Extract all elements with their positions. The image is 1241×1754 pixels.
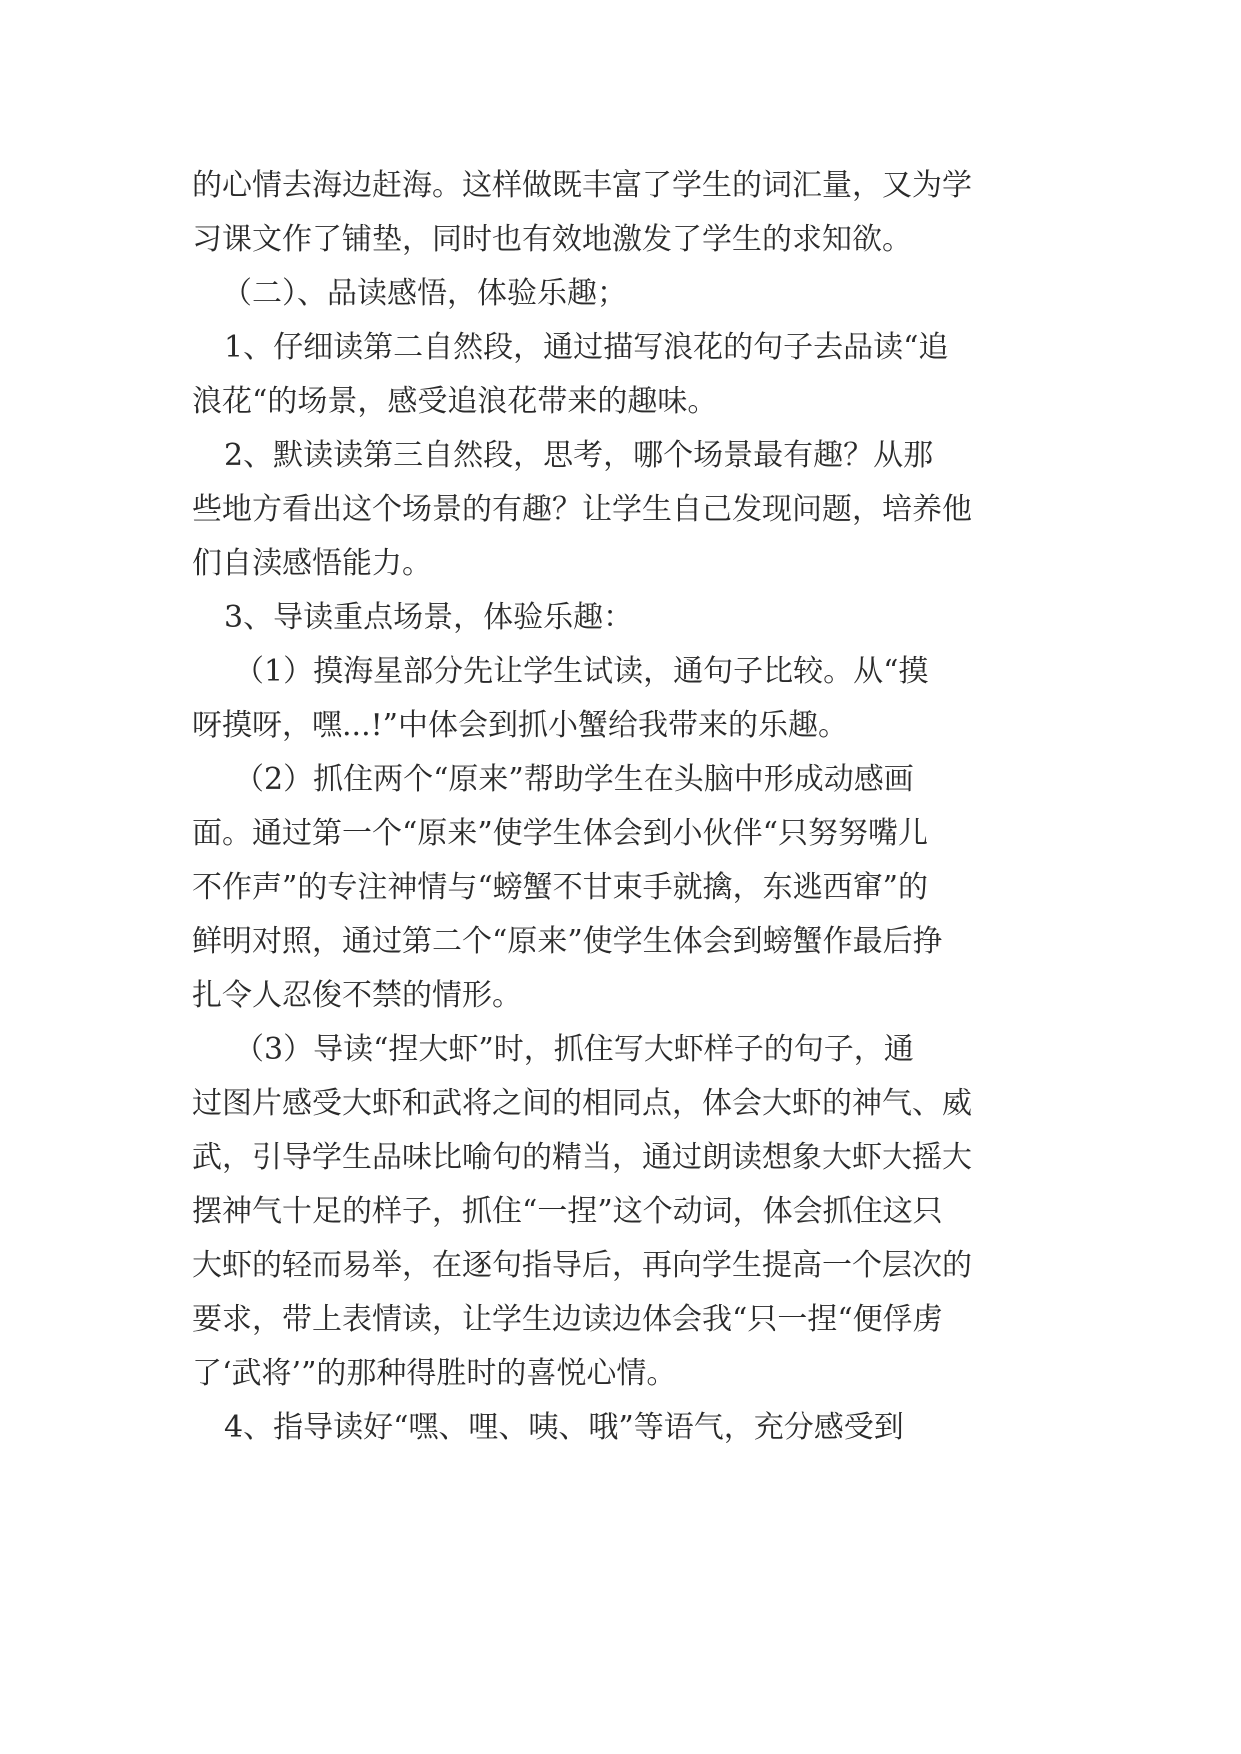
text-line-23: 了‘武将’”的那种得胜时的喜悦心情。: [192, 1356, 677, 1391]
text-line-13: 面。通过第一个“原来”使学生体会到小伙伴“只努努嘴儿: [192, 816, 929, 851]
section-heading-2: （二）、品读感悟，体验乐趣；: [222, 276, 627, 311]
text-line-9: 3、导读重点场景，体验乐趣：: [224, 600, 634, 635]
text-line-17: （3）导读“捏大虾”时，抓住写大虾样子的句子，通: [234, 1032, 914, 1067]
text-line-2: 习课文作了铺垫，同时也有效地激发了学生的求知欲。: [192, 222, 912, 257]
text-line-6: 2、默读读第三自然段，思考，哪个场景最有趣？从那: [224, 438, 934, 473]
text-line-1: 的心情去海边赶海。这样做既丰富了学生的词汇量，又为学: [192, 168, 972, 203]
text-line-18: 过图片感受大虾和武将之间的相同点，体会大虾的神气、威: [192, 1086, 972, 1121]
text-line-5: 浪花“的场景，感受追浪花带来的趣味。: [192, 384, 718, 419]
text-line-7: 些地方看出这个场景的有趣？让学生自己发现问题，培养他: [192, 492, 972, 527]
text-line-8: 们自渎感悟能力。: [192, 546, 432, 581]
text-line-4: 1、仔细读第二自然段，通过描写浪花的句子去品读“追: [224, 330, 949, 365]
text-line-22: 要求，带上表情读，让学生边读边体会我“只一捏“便俘虏: [192, 1302, 943, 1337]
text-line-14: 不作声”的专注神情与“螃蟹不甘束手就擒，东逃西窜”的: [192, 870, 929, 905]
text-line-16: 扎令人忍俊不禁的情形。: [192, 978, 522, 1013]
text-line-19: 武，引导学生品味比喻句的精当，通过朗读想象大虾大摇大: [192, 1140, 972, 1175]
text-line-10: （1）摸海星部分先让学生试读，通句子比较。从“摸: [234, 654, 929, 689]
text-line-15: 鲜明对照，通过第二个“原来”使学生体会到螃蟹作最后挣: [192, 924, 943, 959]
text-line-21: 大虾的轻而易举，在逐句指导后，再向学生提高一个层次的: [192, 1248, 972, 1283]
text-line-11: 呀摸呀，嘿...!”中体会到抓小蟹给我带来的乐趣。: [192, 708, 849, 743]
text-line-12: （2）抓住两个“原来”帮助学生在头脑中形成动感画: [234, 762, 914, 797]
text-line-24: 4、指导读好“嘿、哩、咦、哦”等语气，充分感受到: [224, 1410, 904, 1445]
text-line-20: 摆神气十足的样子，抓住“一捏”这个动词，体会抓住这只: [192, 1194, 943, 1229]
